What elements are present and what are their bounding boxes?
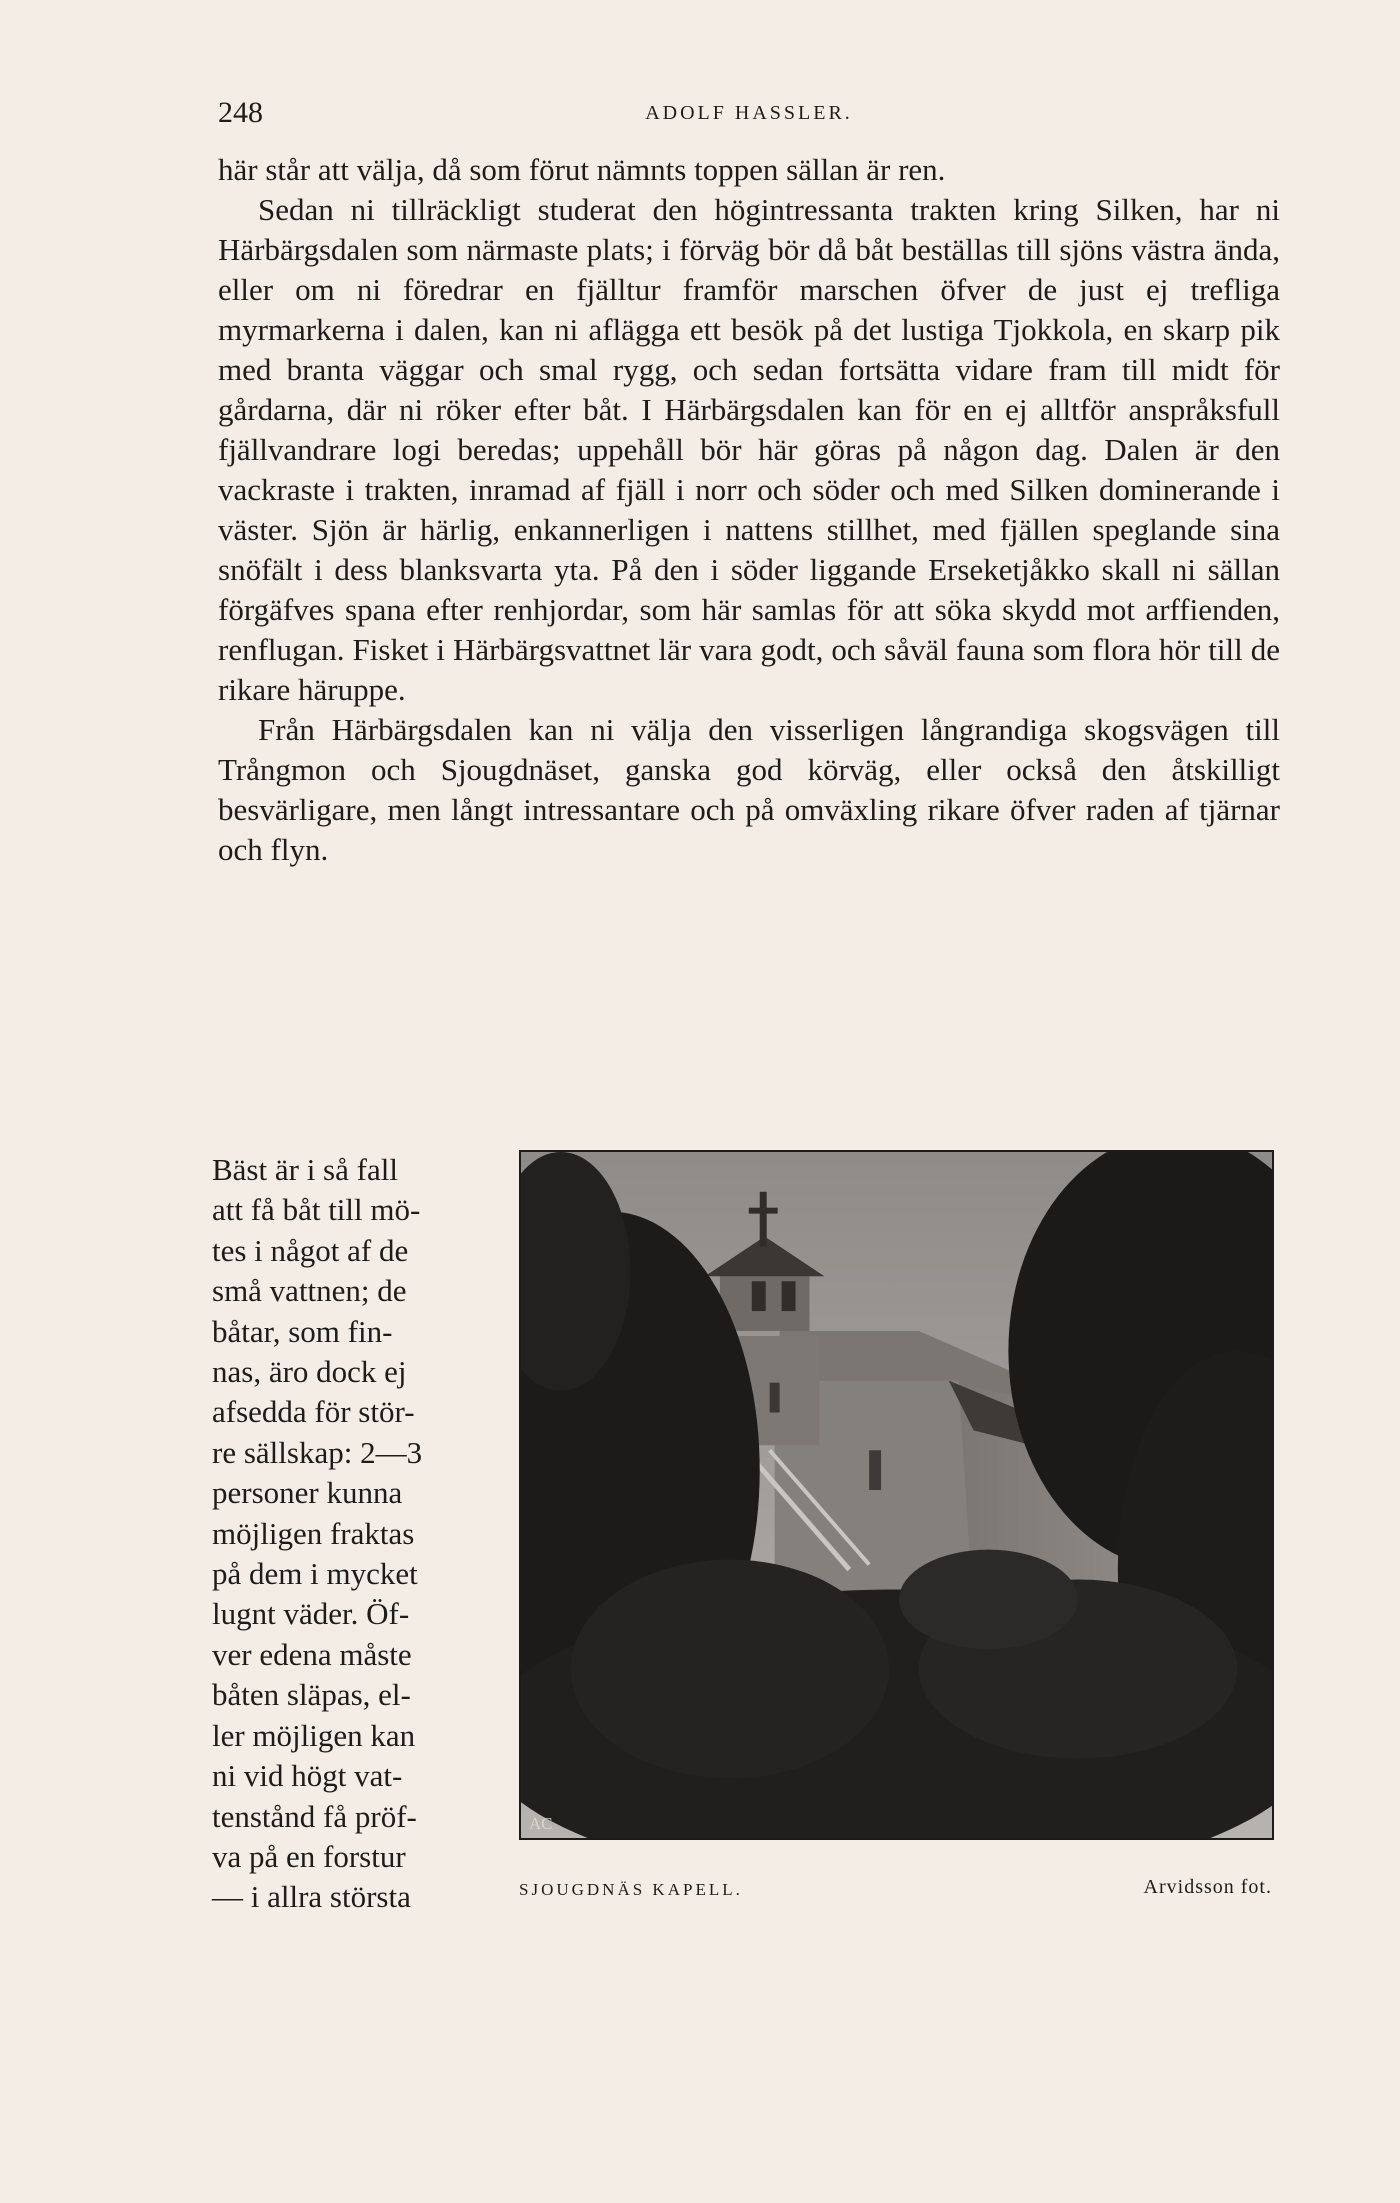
paragraph: Sedan ni tillräckligt studerat den högintressanta trakten kring Silken, har ni Härbärgsdalen som närmaste plats; i förväg bör då båt beställas till sjöns västra ända, eller om ni föredrar en fjälltur framför marschen öfver de just ej trefliga myrmarkerna i dalen, kan ni aflägga ett besök på det lustiga Tjokkola, en skarp pik med branta väggar och smal rygg, och sedan fortsätta vidare fram till midt för gårdarna, där ni röker efter båt. I Härbärgsdalen kan för en ej alltför anspråksfull fjällvandrare logi beredas; uppehåll bör här göras på någon dag. Dalen är den vackraste i trakten, inramad af fjäll i norr och söder och med Silken dominerande i väster. Sjön är härlig, enkannerligen i nattens stillhet, med fjällen speglande sina snöfält i dess blanksvarta yta. På den i söder liggande Erseketjåkko skall ni sällan förgäfves spana efter renhjordar, som här samlas för att söka skydd mot arffienden, renflugan. Fisket i Härbärgsvattnet lär vara godt, och såväl fauna som flora hör till de rikare häruppe. bbox=[218, 192, 1280, 707]
photo-credit: Arvidsson fot. bbox=[1143, 1876, 1272, 1898]
paragraph: här står att välja, då som förut nämnts toppen sällan är ren. bbox=[218, 152, 946, 187]
narrow-text-column bbox=[212, 1150, 494, 1918]
photo-caption: SJOUGDNÄS KAPELL. bbox=[519, 1880, 743, 1899]
page-number: 248 bbox=[218, 96, 263, 129]
chapel-photograph bbox=[519, 1150, 1274, 1840]
running-head: ADOLF HASSLER. bbox=[645, 102, 853, 124]
body-text bbox=[218, 150, 1280, 870]
page-header bbox=[218, 96, 1280, 136]
photographer-monogram: AC bbox=[528, 1814, 553, 1834]
paragraph: Från Härbärgsdalen kan ni välja den visserligen långrandiga skogsvägen till Trångmon och Sjougdnäset, ganska god körväg, eller också den åtskilligt besvärligare, men långt intressantare och på omväxling rikare öfver raden af tjärnar och flyn. bbox=[218, 712, 1280, 867]
paragraph: Bäst är i så fall att få båt till mö- tes i något af de små vattnen; de båtar, som fin- nas, äro dock ej afsedda för stör- re sällskap: 2—3 personer kunna möjligen fraktas på dem i mycket lugnt väder. Öf- ver edena måste båten släpas, el- ler möjligen kan ni vid högt vat- tenstånd få pröf- va på en forstur — i allra största bbox=[212, 1152, 423, 1915]
